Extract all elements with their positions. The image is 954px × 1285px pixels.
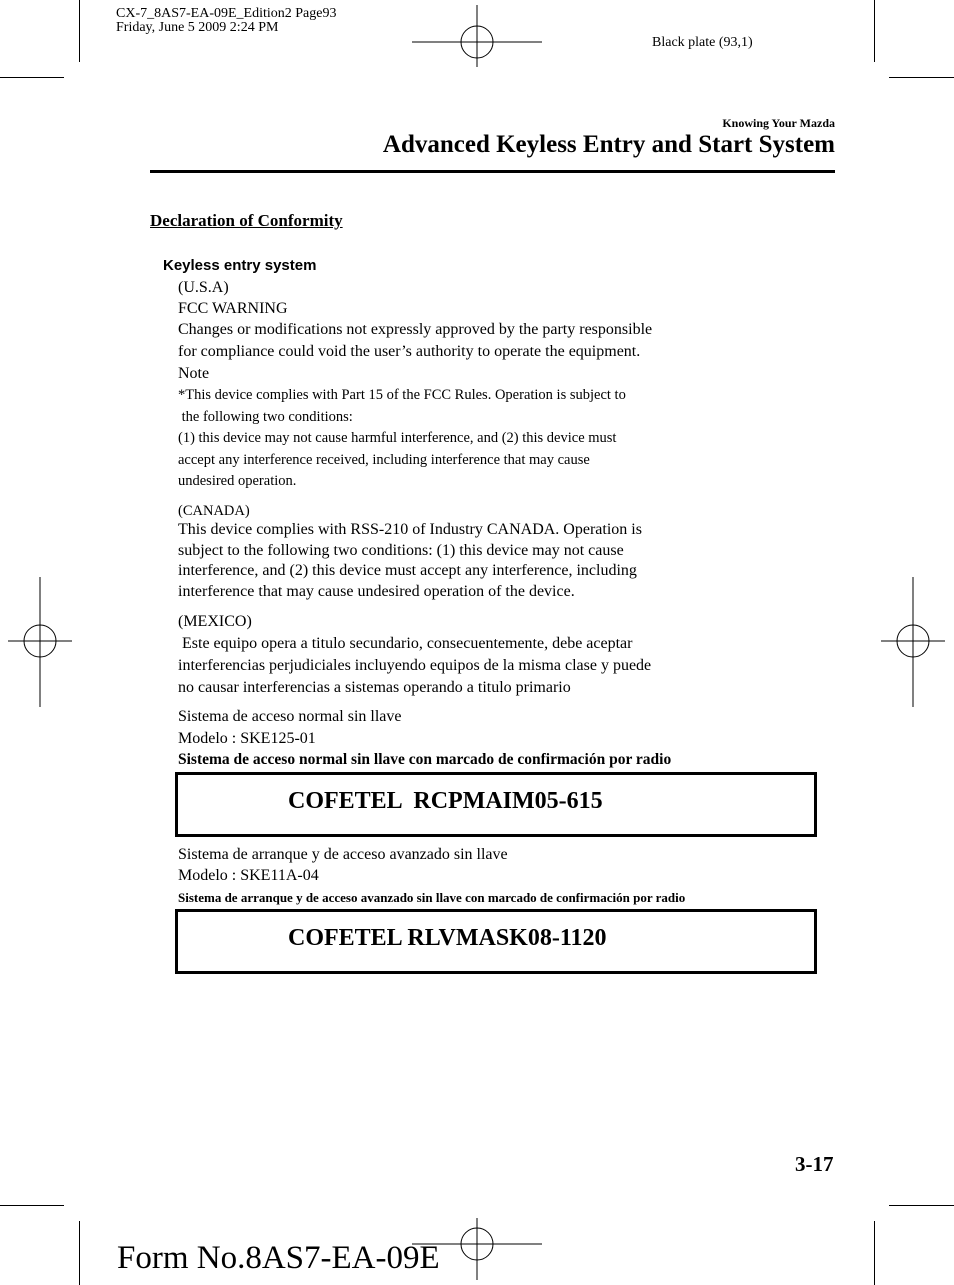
mexico-label: (MEXICO) xyxy=(178,613,252,630)
page-number: 3-17 xyxy=(795,1152,834,1176)
registration-mark-right xyxy=(881,577,945,707)
title-divider xyxy=(150,170,835,173)
section-label: Knowing Your Mazda xyxy=(722,116,835,130)
system1-name: Sistema de acceso normal sin llave xyxy=(178,708,402,725)
crop-mark xyxy=(874,1221,875,1285)
usa-line: Changes or modifications not expressly approved by the party responsible xyxy=(178,321,653,338)
mexico-line: no causar interferencias a sistemas operando a titulo primario xyxy=(178,679,571,696)
usa-line: for compliance could void the user’s authority to operate the equipment. xyxy=(178,343,641,360)
subheading: Keyless entry system xyxy=(163,257,317,274)
cofetel-code: COFETEL RCPMAIM05-615 xyxy=(288,788,603,814)
note-line: undesired operation. xyxy=(178,473,297,489)
system1-mark: Sistema de acceso normal sin llave con marcado de confirmación por radio xyxy=(178,751,672,768)
cofetel-box xyxy=(175,909,817,974)
plate-label: Black plate (93,1) xyxy=(652,35,753,50)
canada-line: interference, and (2) this device must accept any interference, including xyxy=(178,562,637,579)
crop-mark xyxy=(889,1205,954,1206)
print-file: CX-7_8AS7-EA-09E_Edition2 Page93 xyxy=(116,6,337,21)
canada-label: (CANADA) xyxy=(178,503,250,519)
system2-model: Modelo : SKE11A-04 xyxy=(178,867,319,884)
canada-line: This device complies with RSS-210 of Industry CANADA. Operation is xyxy=(178,521,642,538)
note-label: Note xyxy=(178,365,210,382)
crop-mark xyxy=(0,1205,64,1206)
mexico-line: interferencias perjudiciales incluyendo equipos de la misma clase y puede xyxy=(178,657,652,674)
crop-mark xyxy=(889,77,954,78)
canada-line: interference that may cause undesired operation of the device. xyxy=(178,583,575,600)
crop-mark xyxy=(79,0,80,62)
usa-label: (U.S.A) xyxy=(178,279,229,296)
page-title: Advanced Keyless Entry and Start System xyxy=(382,131,835,158)
note-line: (1) this device may not cause harmful interference, and (2) this device must xyxy=(178,430,617,446)
print-date: Friday, June 5 2009 2:24 PM xyxy=(116,20,279,35)
registration-mark-left xyxy=(8,577,72,707)
canada-line: subject to the following two conditions: (1) this device may not cause xyxy=(178,542,624,559)
cofetel-code: COFETEL RLVMASK08-1120 xyxy=(288,925,607,951)
crop-mark xyxy=(79,1221,80,1285)
system1-model: Modelo : SKE125-01 xyxy=(178,730,316,747)
fcc-warning: FCC WARNING xyxy=(178,300,288,317)
registration-mark-top xyxy=(412,5,542,67)
note-line: the following two conditions: xyxy=(178,409,353,425)
cofetel-box xyxy=(175,772,817,837)
system2-mark: Sistema de arranque y de acceso avanzado sin llave con marcado de confirmación por radio xyxy=(178,890,686,905)
note-line: accept any interference received, including interference that may cause xyxy=(178,452,590,468)
note-line: *This device complies with Part 15 of the FCC Rules. Operation is subject to xyxy=(178,387,626,403)
mexico-line: Este equipo opera a titulo secundario, consecuentemente, debe aceptar xyxy=(178,635,633,652)
form-number: Form No.8AS7-EA-09E xyxy=(117,1240,440,1276)
system2-name: Sistema de arranque y de acceso avanzado sin llave xyxy=(178,846,508,863)
crop-mark xyxy=(874,0,875,62)
declaration-heading: Declaration of Conformity xyxy=(150,211,343,230)
crop-mark xyxy=(0,77,64,78)
print-info xyxy=(116,7,336,35)
